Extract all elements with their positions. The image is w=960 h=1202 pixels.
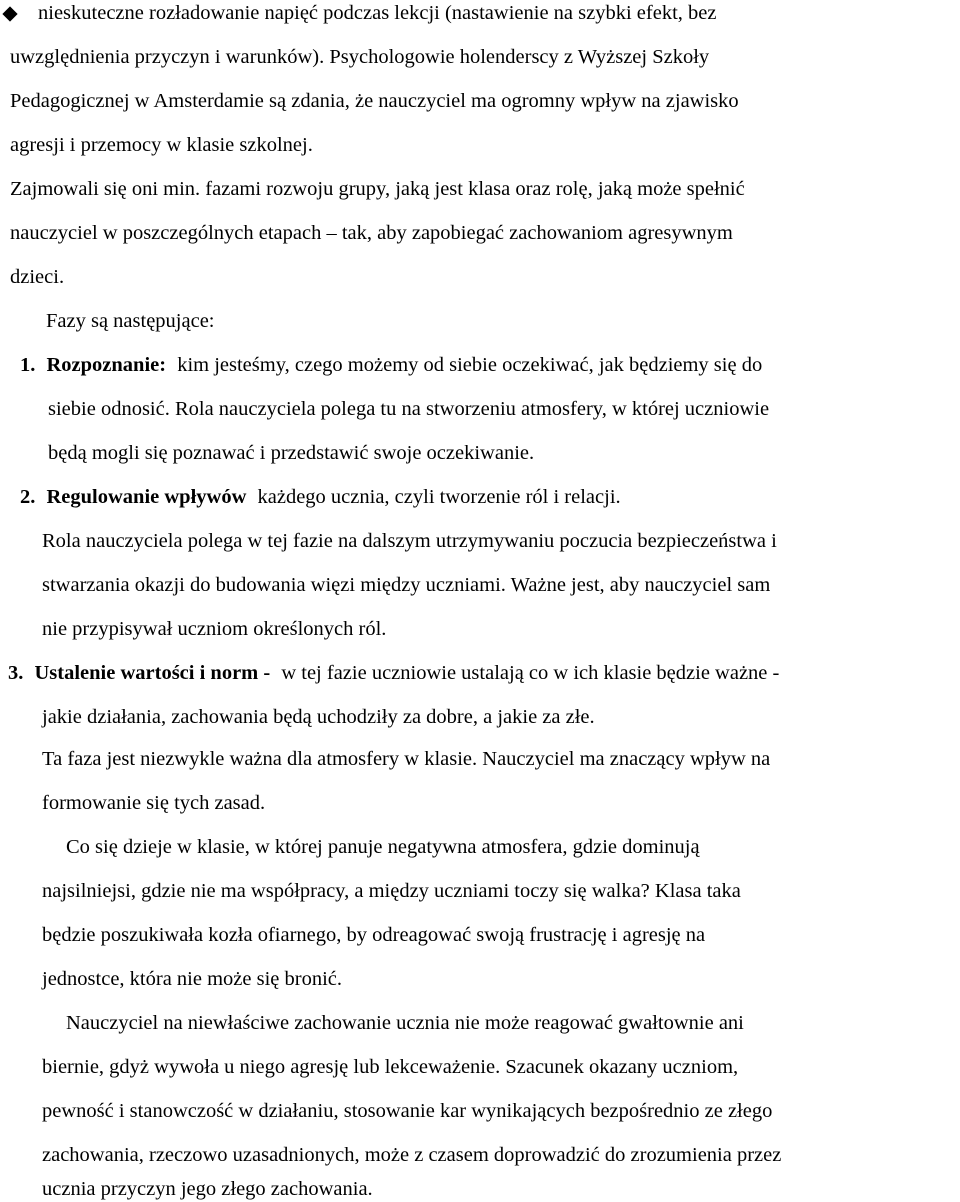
- text-line: najsilniejsi, gdzie nie ma współpracy, a między uczniami toczy się walka? Klasa taka: [42, 880, 741, 902]
- phase-text: w tej fazie uczniowie ustalają co w ich klasie będzie ważne -: [281, 662, 780, 684]
- text-line: nauczyciel w poszczególnych etapach – tak, aby zapobiegać zachowaniom agresywnym: [10, 222, 733, 244]
- phase-3-line: [8, 660, 779, 686]
- text-line: Co się dzieje w klasie, w której panuje negatywna atmosfera, gdzie dominują: [66, 836, 700, 858]
- diamond-bullet-icon: [2, 6, 17, 21]
- text-line: pewność i stanowczość w działaniu, stosowanie kar wynikających bezpośrednio ze złego: [42, 1100, 773, 1122]
- phase-number: 2.: [20, 486, 36, 508]
- text-line: ucznia przyczyn jego złego zachowania.: [42, 1178, 373, 1200]
- text-line: biernie, gdyż wywoła u niego agresję lub lekceważenie. Szacunek okazany uczniom,: [42, 1056, 739, 1078]
- text-line: agresji i przemocy w klasie szkolnej.: [10, 134, 313, 156]
- text-line: zachowania, rzeczowo uzasadnionych, może z czasem doprowadzić do zrozumienia przez: [42, 1144, 782, 1166]
- phase-1-line: [20, 352, 762, 378]
- text-line: będą mogli się poznawać i przedstawić swoje oczekiwanie.: [48, 442, 535, 464]
- phases-intro: Fazy są następujące:: [46, 310, 215, 332]
- text-line: Ta faza jest niezwykle ważna dla atmosfery w klasie. Nauczyciel ma znaczący wpływ na: [42, 748, 771, 770]
- text-line: nie przypisywał uczniom określonych ról.: [42, 618, 387, 640]
- text-line: Pedagogicznej w Amsterdamie są zdania, że nauczyciel ma ogromny wpływ na zjawisko: [10, 90, 739, 112]
- phase-text: kim jesteśmy, czego możemy od siebie oczekiwać, jak będziemy się do: [177, 354, 763, 376]
- phase-title: Rozpoznanie:: [46, 354, 167, 376]
- text-line: będzie poszukiwała kozła ofiarnego, by odreagować swoją frustrację i agresję na: [42, 924, 706, 946]
- phase-2-line: [20, 484, 621, 510]
- text-line: Zajmowali się oni min. fazami rozwoju grupy, jaką jest klasa oraz rolę, jaką może spełnić: [10, 178, 745, 200]
- text-line: Rola nauczyciela polega w tej fazie na dalszym utrzymywaniu poczucia bezpieczeństwa i: [42, 530, 777, 552]
- text-line: nieskuteczne rozładowanie napięć podczas lekcji (nastawienie na szybki efekt, bez: [38, 2, 717, 24]
- phase-title: Ustalenie wartości i norm -: [34, 662, 271, 684]
- text-line: dzieci.: [10, 266, 65, 288]
- phase-number: 3.: [8, 662, 24, 684]
- text-line: siebie odnosić. Rola nauczyciela polega tu na stworzeniu atmosfery, w której uczniowie: [48, 398, 770, 420]
- text-line: jednostce, która nie może się bronić.: [42, 968, 342, 990]
- phase-title: Regulowanie wpływów: [46, 486, 247, 508]
- text-line: formowanie się tych zasad.: [42, 792, 266, 814]
- text-line: stwarzania okazji do budowania więzi między uczniami. Ważne jest, aby nauczyciel sam: [42, 574, 771, 596]
- text-line: uwzględnienia przyczyn i warunków). Psychologowie holenderscy z Wyższej Szkoły: [10, 46, 710, 68]
- text-line: Nauczyciel na niewłaściwe zachowanie ucznia nie może reagować gwałtownie ani: [66, 1012, 744, 1034]
- phase-number: 1.: [20, 354, 36, 376]
- phase-text: każdego ucznia, czyli tworzenie ról i relacji.: [257, 486, 621, 508]
- text-line: jakie działania, zachowania będą uchodziły za dobre, a jakie za złe.: [42, 706, 595, 728]
